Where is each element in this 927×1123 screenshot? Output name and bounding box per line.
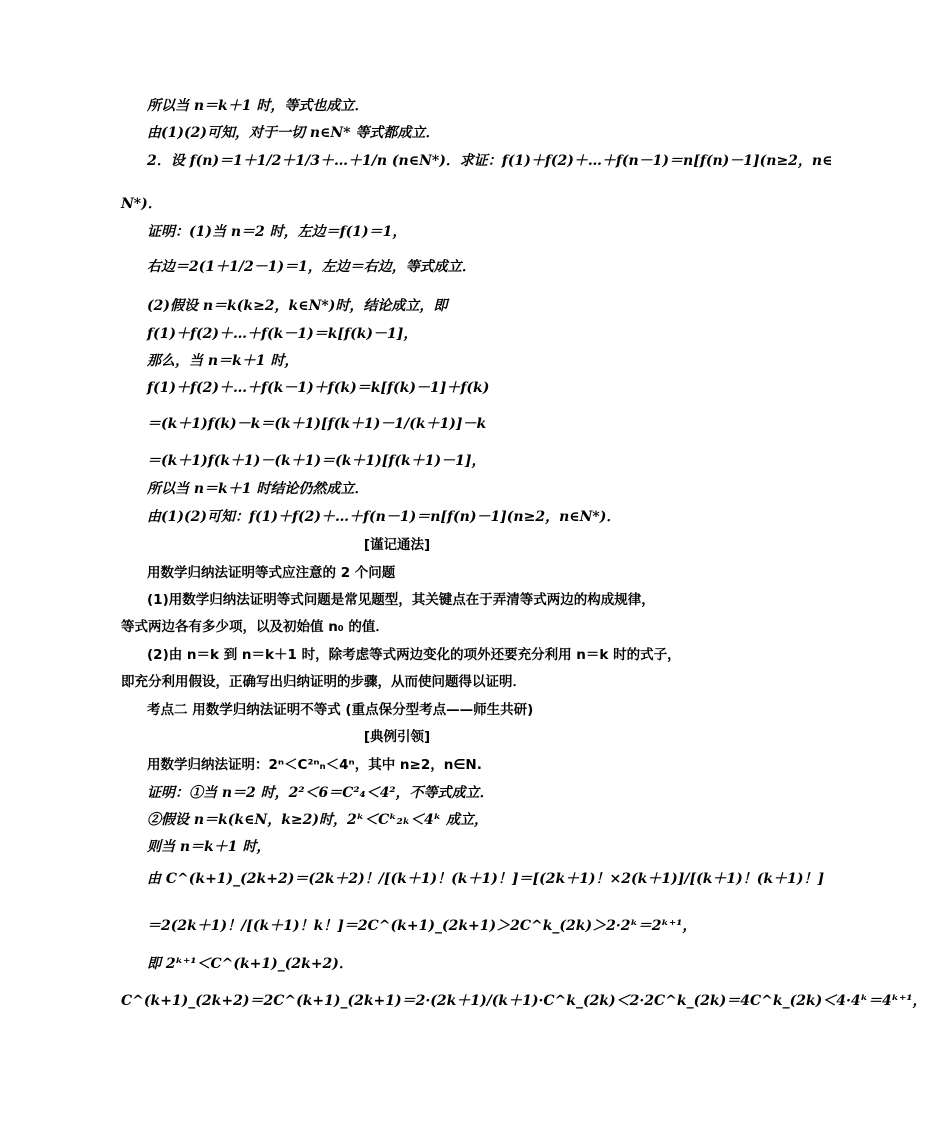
line-26: 则当 n＝k＋1 时， xyxy=(147,839,271,855)
line-24: 证明：①当 n＝2 时，2²＜6＝C²₄＜4²，不等式成立． xyxy=(147,785,494,801)
line-17: (1)用数学归纳法证明等式问题是常见题型，其关键点在于弄清等式两边的构成规律， xyxy=(147,592,655,608)
line-10: f(1)＋f(2)＋…＋f(k－1)＋f(k)＝k[f(k)－1]＋f(k) xyxy=(147,380,490,396)
line-28: ＝2(2k＋1)！/[(k＋1)！k！]＝2C^(k+1)_(2k+1)＞2C^k_(2k)＞2·2ᵏ＝2ᵏ⁺¹， xyxy=(147,918,697,934)
line-14: 由(1)(2)可知：f(1)＋f(2)＋…＋f(n－1)＝n[f(n)－1](n≥2，n∈N*)． xyxy=(147,509,621,525)
line-12: ＝(k＋1)f(k＋1)－(k＋1)＝(k＋1)[f(k＋1)－1]， xyxy=(147,453,486,469)
section-heading-dianli: [典例引领] xyxy=(363,729,431,745)
line-8: f(1)＋f(2)＋…＋f(k－1)＝k[f(k)－1]， xyxy=(147,326,418,342)
line-16: 用数学归纳法证明等式应注意的 2 个问题 xyxy=(147,565,396,581)
line-4: N*)． xyxy=(121,196,162,212)
line-7: (2)假设 n＝k(k≥2，k∈N*)时，结论成立，即 xyxy=(147,298,448,314)
line-1: 所以当 n＝k＋1 时，等式也成立． xyxy=(147,98,369,114)
line-19: (2)由 n＝k 到 n＝k＋1 时，除考虑等式两边变化的项外还要充分利用 n＝k 时的式子， xyxy=(147,647,681,663)
line-30: C^(k+1)_(2k+2)＝2C^(k+1)_(2k+1)＝2·(2k＋1)/(k＋1)·C^k_(2k)＜2·2C^k_(2k)＝4C^k_(2k)＜4·4ᵏ＝4ᵏ⁺¹， xyxy=(121,993,927,1009)
line-11: ＝(k＋1)f(k)－k＝(k＋1)[f(k＋1)－1/(k＋1)]－k xyxy=(147,416,487,432)
line-6: 右边＝2(1＋1/2－1)＝1，左边＝右边，等式成立． xyxy=(147,259,476,275)
line-18: 等式两边各有多少项，以及初始值 n₀ 的值． xyxy=(121,619,389,635)
line-20: 即充分利用假设，正确写出归纳证明的步骤，从而使问题得以证明． xyxy=(121,674,526,690)
section-heading-tongfa: [谨记通法] xyxy=(363,537,431,553)
line-3-problem-2: 2．设 f(n)＝1＋1/2＋1/3＋…＋1/n (n∈N*)．求证：f(1)＋f(2)＋…＋f(n－1)＝n[f(n)－1](n≥2，n∈ xyxy=(147,153,833,169)
line-27: 由 C^(k+1)_(2k+2)＝(2k＋2)！/[(k＋1)！(k＋1)！]＝[(2k＋1)！×2(k＋1)]/[(k＋1)！(k＋1)！] xyxy=(147,871,825,887)
line-13: 所以当 n＝k＋1 时结论仍然成立． xyxy=(147,481,369,497)
line-2: 由(1)(2)可知，对于一切 n∈N* 等式都成立． xyxy=(147,125,440,141)
line-9: 那么，当 n＝k＋1 时， xyxy=(147,353,299,369)
kaodian-2-heading: 考点二 用数学归纳法证明不等式 (重点保分型考点——师生共研) xyxy=(147,702,534,718)
line-23: 用数学归纳法证明：2ⁿ＜C²ⁿₙ＜4ⁿ，其中 n≥2，n∈N. xyxy=(147,757,482,773)
line-5: 证明：(1)当 n＝2 时，左边＝f(1)＝1， xyxy=(147,224,407,240)
line-25: ②假设 n＝k(k∈N，k≥2)时，2ᵏ＜Cᵏ₂ₖ＜4ᵏ 成立， xyxy=(147,812,488,828)
line-29: 即 2ᵏ⁺¹＜C^(k+1)_(2k+2)． xyxy=(147,956,353,972)
